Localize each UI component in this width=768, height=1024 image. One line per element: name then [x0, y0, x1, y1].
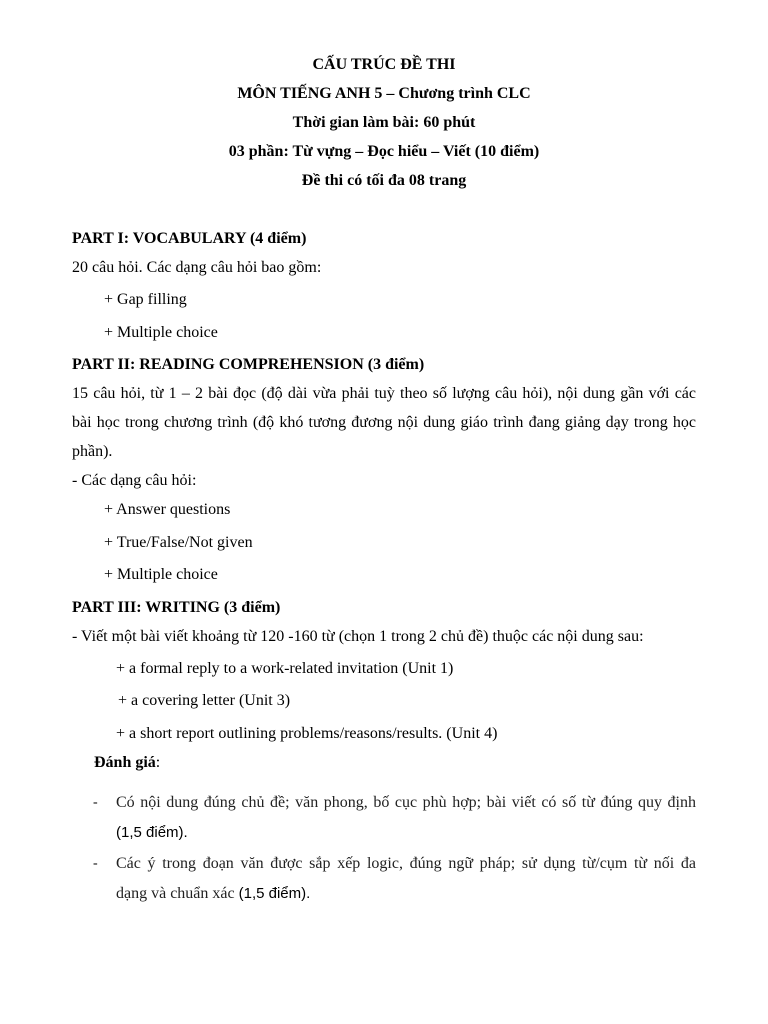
exam-parts-summary: 03 phần: Từ vựng – Đọc hiểu – Viết (10 điểm): [228, 143, 540, 160]
evaluation-heading: [94, 753, 160, 773]
criterion2-line2: [116, 884, 310, 904]
part1-item-gap-filling: + Gap filling: [104, 291, 187, 308]
criterion2-line1: Các ý trong đoạn văn được sắp xếp logic, đúng ngữ pháp; sử dụng từ/cụm từ nối đa: [116, 855, 696, 872]
exam-structure-title: CẤU TRÚC ĐỀ THI: [312, 56, 456, 73]
exam-page-limit: Đề thi có tối đa 08 trang: [301, 172, 467, 189]
part1-intro: 20 câu hỏi. Các dạng câu hỏi bao gồm:: [72, 259, 322, 276]
criterion1-line1: Có nội dung đúng chủ đề; văn phong, bố cục phù hợp; bài viết có số từ đúng quy định: [116, 794, 696, 811]
part2-item-multiple-choice: + Multiple choice: [104, 566, 218, 583]
part2-types-label: - Các dạng câu hỏi:: [72, 472, 197, 489]
criterion2-text-end: dạng và chuẩn xác: [116, 885, 235, 902]
part2-paragraph-line1: 15 câu hỏi, từ 1 – 2 bài đọc (độ dài vừa phải tuỳ theo số lượng câu hỏi), nội dung gần với các: [72, 385, 696, 402]
part2-item-answer-questions: + Answer questions: [104, 501, 231, 518]
criterion1-score: (1,5 điểm).: [116, 824, 188, 841]
part2-paragraph-line2: bài học trong chương trình (độ khó tương đương nội dung giáo trình đang giảng dạy trong học: [72, 414, 696, 431]
part2-item-true-false: + True/False/Not given: [104, 534, 253, 551]
part3-item-short-report: + a short report outlining problems/reasons/results. (Unit 4): [116, 725, 498, 742]
part3-item-formal-reply: + a formal reply to a work-related invitation (Unit 1): [116, 660, 454, 677]
subject-title: MÔN TIẾNG ANH 5 – Chương trình CLC: [237, 85, 531, 102]
criterion2-score: (1,5 điểm).: [238, 885, 311, 902]
part3-heading: PART III: WRITING (3 điểm): [72, 599, 281, 616]
evaluation-colon: :: [155, 754, 161, 771]
part3-item-covering-letter: + a covering letter (Unit 3): [118, 692, 291, 709]
part2-heading: PART II: READING COMPREHENSION (3 điểm): [72, 356, 425, 373]
criterion1-bullet: -: [93, 795, 98, 810]
part2-paragraph-line3: phần).: [72, 443, 113, 460]
evaluation-label: Đánh giá: [94, 754, 156, 771]
part1-item-multiple-choice: + Multiple choice: [104, 324, 218, 341]
part1-heading: PART I: VOCABULARY (4 điểm): [72, 230, 307, 247]
criterion2-bullet: -: [93, 856, 98, 871]
part3-intro: - Viết một bài viết khoảng từ 120 -160 từ (chọn 1 trong 2 chủ đề) thuộc các nội dung sau:: [72, 628, 644, 645]
exam-duration: Thời gian làm bài: 60 phút: [292, 114, 476, 131]
